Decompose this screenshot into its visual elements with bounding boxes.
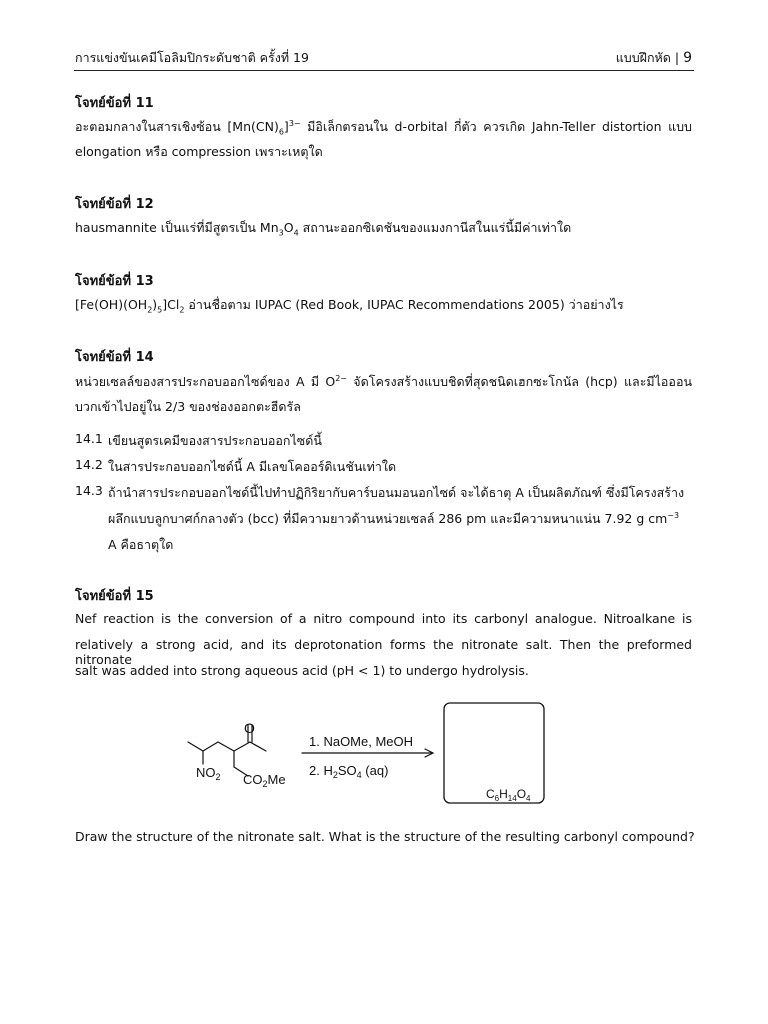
q15-para-line-3: salt was added into strong aqueous acid (pH < 1) to undergo hydrolysis. bbox=[75, 663, 529, 678]
q14-item-text: ในสารประกอบออกไซด์นี้ A มีเลขโคออร์ดิเนชันเท่าใด bbox=[108, 459, 397, 474]
q11-title: โจทย์ข้อที่ 11 bbox=[75, 96, 154, 111]
q12-line: hausmannite เป็นแร่ที่มีสูตรเป็น $Mn_3O_4$ สถานะออกซิเดชันของแมงกานีสในแร่นี้มีค่าเท่าใด bbox=[75, 220, 572, 238]
nitro-label: $NO_2$ bbox=[196, 765, 221, 782]
q15-para-line-2: relatively a strong acid, and its deprotonation forms the nitronate salt. Then the preformed nitronate bbox=[75, 637, 692, 667]
q14-item-num: 14.2 bbox=[75, 457, 103, 472]
bond bbox=[250, 742, 266, 751]
bond bbox=[218, 742, 234, 751]
reagent-step-2: 2. $H_2SO_4$ (aq) bbox=[309, 763, 389, 780]
oxygen-label: O bbox=[244, 720, 255, 736]
ester-label: $CO_2Me$ bbox=[243, 772, 286, 789]
q15-title: โจทย์ข้อที่ 15 bbox=[75, 589, 154, 604]
q15-question: Draw the structure of the nitronate salt. What is the structure of the resulting carbonyl compound? bbox=[75, 829, 695, 844]
q14-line-1: หน่วยเซลล์ของสารประกอบออกไซด์ของ A มี $O^{2-}$ จัดโครงสร้างแบบชิดที่สุดชนิดเฮกซะโกนัล (hcp) และมีไอออน bbox=[75, 373, 692, 389]
q14-item-text: เขียนสูตรเคมีของสารประกอบออกไซด์นี้ bbox=[108, 433, 322, 448]
product-formula: $C_6H_{14}O_4$ bbox=[486, 787, 531, 803]
page-number: 9 bbox=[683, 50, 692, 66]
bond bbox=[203, 742, 218, 751]
q14-item-num: 14.3 bbox=[75, 483, 103, 498]
bond bbox=[234, 742, 250, 751]
q11-line-1: อะตอมกลางในสารเชิงซ้อน $[Mn(CN)_6]^{3-}$ มีอิเล็กตรอนใน d-orbital กี่ตัว ควรเกิด Jahn-Teller distortion แบบ bbox=[75, 118, 692, 137]
q13-title: โจทย์ข้อที่ 13 bbox=[75, 274, 154, 289]
q14-title: โจทย์ข้อที่ 14 bbox=[75, 350, 154, 365]
q11-line-2: elongation หรือ compression เพราะเหตุใด bbox=[75, 144, 323, 159]
q14-item3-line-2: ผลึกแบบลูกบาศก์กลางตัว (bcc) ที่มีความยาวด้านหน่วยเซลล์ 286 pm และมีความหนาแน่น 7.92 g $cm^{-3}$ bbox=[108, 510, 680, 526]
q14-item-text: ถ้านำสารประกอบออกไซด์นี้ไปทำปฏิกิริยากับคาร์บอนมอนอกไซด์ จะได้ธาตุ A เป็นผลิตภัณฑ์ ซึ่งมีโครงสร้าง bbox=[108, 485, 685, 500]
q14-line-2: บวกเข้าไปอยู่ใน 2/3 ของช่องออกตะฮีดรัล bbox=[75, 399, 301, 414]
bond bbox=[188, 742, 203, 751]
q12-title: โจทย์ข้อที่ 12 bbox=[75, 197, 154, 212]
header-separator: | bbox=[674, 50, 680, 65]
header-title: การแข่งขันเคมีโอลิมปิกระดับชาติ ครั้งที่ 19 bbox=[75, 50, 309, 65]
section-label: แบบฝึกหัด bbox=[615, 50, 671, 65]
q13-line: $[Fe(OH)(OH_2)_5]Cl_2$ อ่านชื่อตาม IUPAC (Red Book, IUPAC Recommendations 2005) ว่าอย่างไร bbox=[75, 297, 624, 315]
q14-item-num: 14.1 bbox=[75, 431, 103, 446]
reagent-step-1: 1. NaOMe, MeOH bbox=[309, 734, 414, 749]
q15-para-line-1: Nef reaction is the conversion of a nitro compound into its carbonyl analogue. Nitroalkane is bbox=[75, 611, 692, 626]
q14-item3-line-3: A คือธาตุใด bbox=[108, 537, 174, 552]
